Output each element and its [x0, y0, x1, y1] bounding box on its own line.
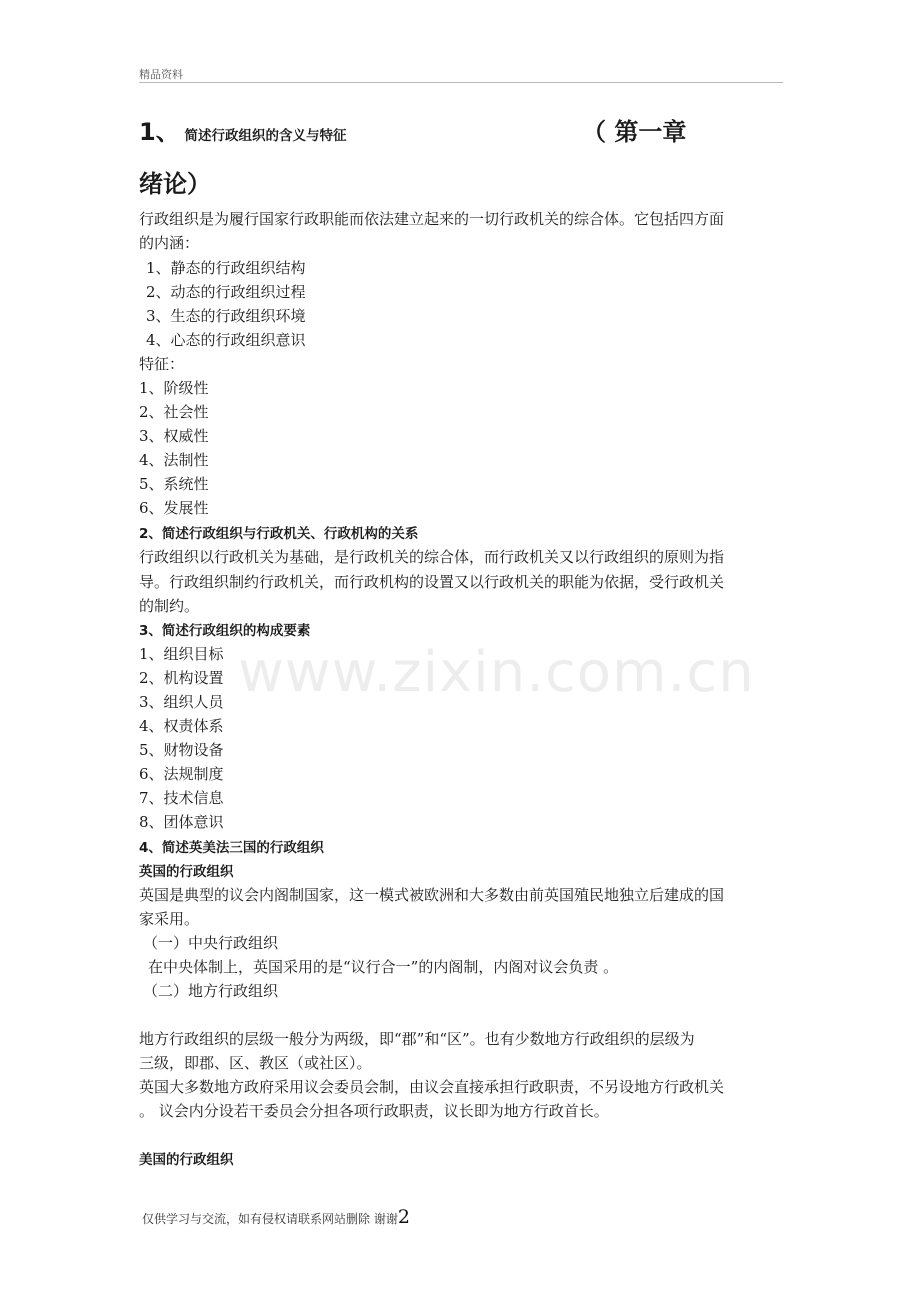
list-item: 3、权威性 [139, 427, 209, 445]
list-item: 5、系统性 [139, 475, 209, 493]
list-item: 2、社会性 [139, 403, 209, 421]
list-item: 2、动态的行政组织过程 [146, 283, 306, 301]
central-text: 在中央体制上，英国采用的是“议行合一”的内阁制，内阁对议会负责 。 [148, 958, 619, 976]
local-para-line: 地方行政组织的层级一般分为两级，即“郡”和“区”。也有少数地方行政组织的层级为 [139, 1030, 695, 1048]
watermark: www.zixin.com.cn [238, 640, 755, 705]
q1-chapter-cont: 绪论） [139, 170, 211, 198]
local-heading: （二）地方行政组织 [143, 982, 279, 1000]
q1-heading [139, 120, 346, 148]
list-item: 7、技术信息 [139, 789, 224, 807]
q2-title: 2、简述行政组织与行政机关、行政机构的关系 [139, 526, 419, 542]
list-item: 5、财物设备 [139, 741, 224, 759]
q2-para-line: 导。行政组织制约行政机关，而行政机构的设置又以行政机关的职能为依据，受行政机关 [139, 573, 725, 591]
q1-chapter: （ 第一章 [582, 118, 687, 146]
list-item: 3、生态的行政组织环境 [146, 307, 306, 325]
uk-subtitle: 英国的行政组织 [139, 864, 234, 880]
q1-number: 1、 [139, 118, 180, 146]
list-item: 4、心态的行政组织意识 [146, 331, 306, 349]
list-item: 2、机构设置 [139, 669, 224, 687]
list-item: 1、组织目标 [139, 645, 224, 663]
list-item: 3、组织人员 [139, 693, 224, 711]
list-item: 8、团体意识 [139, 813, 224, 831]
local-para-line: 三级，即郡、区、教区（或社区）。 [139, 1054, 372, 1072]
uk-para-line: 英国是典型的议会内阁制国家，这一模式被欧洲和大多数由前英国殖民地独立后建成的国 [139, 886, 725, 904]
header-label: 精品资料 [139, 68, 183, 81]
list-item: 1、阶级性 [139, 379, 209, 397]
central-heading: （一）中央行政组织 [143, 934, 279, 952]
local-para-line: 。 议会内分设若干委员会分担各项行政职责，议长即为地方行政首长。 [139, 1102, 609, 1120]
q2-para-line: 的制约。 [139, 597, 200, 615]
list-item: 4、法制性 [139, 451, 209, 469]
local-para-line: 英国大多数地方政府采用议会委员会制，由议会直接承担行政职责，不另设地方行政机关 [139, 1078, 725, 1096]
q1-para-line: 的内涵： [139, 234, 200, 252]
q1-title: 简述行政组织的含义与特征 [184, 128, 347, 144]
list-item: 6、发展性 [139, 499, 209, 517]
q4-title: 4、简述英美法三国的行政组织 [139, 840, 324, 856]
page-footer [142, 1206, 410, 1228]
page-header [139, 62, 783, 83]
q3-title: 3、简述行政组织的构成要素 [139, 623, 311, 639]
uk-para-line: 家采用。 [139, 910, 200, 928]
list-item: 6、法规制度 [139, 765, 224, 783]
footer-text: 仅供学习与交流，如有侵权请联系网站删除 谢谢 [142, 1212, 398, 1226]
q1-para-line: 行政组织是为履行国家行政职能而依法建立起来的一切行政机关的综合体。它包括四方面 [139, 210, 725, 228]
q2-para-line: 行政组织以行政机关为基础，是行政机关的综合体，而行政机关又以行政组织的原则为指 [139, 548, 725, 566]
us-subtitle: 美国的行政组织 [139, 1152, 234, 1168]
feature-label: 特征： [139, 355, 185, 373]
list-item: 1、静态的行政组织结构 [146, 259, 306, 277]
page-number: 2 [397, 1206, 410, 1228]
list-item: 4、权责体系 [139, 717, 224, 735]
